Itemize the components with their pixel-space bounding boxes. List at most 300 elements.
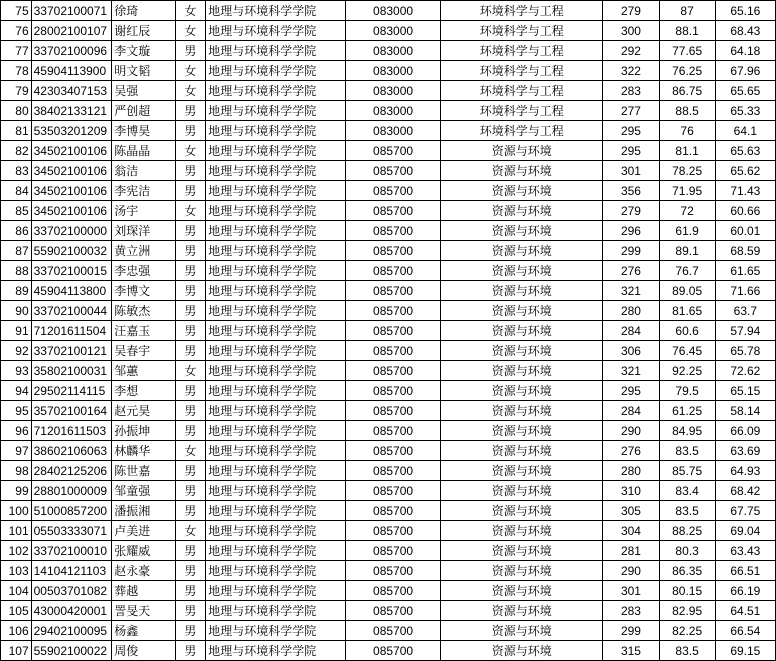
cell-major-code: 085700 [346,581,441,601]
cell-name: 潘振湘 [112,501,175,521]
table-row [1,21,776,41]
cell-index: 100 [1,501,32,521]
cell-initial-score: 279 [603,201,659,221]
table-row [1,601,776,621]
cell-index: 84 [1,181,32,201]
cell-name: 林麟华 [112,441,175,461]
cell-index: 76 [1,21,32,41]
cell-major-name: 资源与环境 [441,381,603,401]
cell-major-name: 资源与环境 [441,441,603,461]
table-row [1,461,776,481]
cell-major-code: 085700 [346,361,441,381]
cell-index: 102 [1,541,32,561]
cell-retest-score: 81.1 [659,141,715,161]
cell-name: 汪嘉玉 [112,321,175,341]
cell-major-name: 资源与环境 [441,241,603,261]
cell-major-code: 085700 [346,541,441,561]
cell-retest-score: 83.5 [659,441,715,461]
cell-total-score: 72.62 [715,361,775,381]
cell-name: 明文韬 [112,61,175,81]
cell-college: 地理与环境科学学院 [206,81,346,101]
cell-retest-score: 61.25 [659,401,715,421]
table-row [1,241,776,261]
table-row [1,1,776,21]
cell-index: 91 [1,321,32,341]
cell-major-code: 083000 [346,61,441,81]
table-row [1,181,776,201]
cell-college: 地理与环境科学学院 [206,61,346,81]
cell-name: 汤宇 [112,201,175,221]
cell-sex: 男 [175,641,206,661]
cell-index: 103 [1,561,32,581]
cell-major-code: 085700 [346,641,441,661]
cell-retest-score: 78.25 [659,161,715,181]
cell-total-score: 64.51 [715,601,775,621]
cell-major-code: 085700 [346,621,441,641]
cell-sex: 男 [175,321,206,341]
cell-college: 地理与环境科学学院 [206,601,346,621]
cell-total-score: 65.15 [715,381,775,401]
cell-initial-score: 295 [603,121,659,141]
cell-name: 刘琛洋 [112,221,175,241]
cell-index: 81 [1,121,32,141]
cell-exam-id: 34502100106 [31,181,112,201]
cell-sex: 男 [175,281,206,301]
cell-index: 96 [1,421,32,441]
cell-major-code: 083000 [346,41,441,61]
table-row [1,441,776,461]
cell-exam-id: 33702100071 [31,1,112,21]
cell-major-code: 085700 [346,421,441,441]
cell-sex: 男 [175,241,206,261]
cell-exam-id: 05503333071 [31,521,112,541]
cell-sex: 男 [175,121,206,141]
table-row [1,121,776,141]
cell-total-score: 67.75 [715,501,775,521]
cell-major-name: 环境科学与工程 [441,81,603,101]
cell-index: 106 [1,621,32,641]
cell-initial-score: 305 [603,501,659,521]
cell-retest-score: 89.1 [659,241,715,261]
cell-total-score: 66.09 [715,421,775,441]
cell-sex: 男 [175,541,206,561]
cell-initial-score: 306 [603,341,659,361]
cell-major-name: 资源与环境 [441,641,603,661]
cell-major-name: 资源与环境 [441,581,603,601]
cell-initial-score: 292 [603,41,659,61]
cell-index: 95 [1,401,32,421]
cell-total-score: 57.94 [715,321,775,341]
cell-sex: 女 [175,141,206,161]
cell-total-score: 67.96 [715,61,775,81]
cell-sex: 女 [175,201,206,221]
cell-major-code: 085700 [346,521,441,541]
cell-exam-id: 33702100010 [31,541,112,561]
cell-name: 邹童强 [112,481,175,501]
cell-sex: 女 [175,21,206,41]
cell-sex: 男 [175,221,206,241]
cell-college: 地理与环境科学学院 [206,521,346,541]
table-row [1,521,776,541]
cell-retest-score: 76.7 [659,261,715,281]
cell-major-code: 085700 [346,401,441,421]
cell-initial-score: 280 [603,301,659,321]
cell-major-name: 资源与环境 [441,321,603,341]
cell-college: 地理与环境科学学院 [206,501,346,521]
cell-name: 葬越 [112,581,175,601]
cell-college: 地理与环境科学学院 [206,401,346,421]
cell-major-code: 083000 [346,101,441,121]
cell-index: 92 [1,341,32,361]
table-row [1,161,776,181]
cell-retest-score: 76.45 [659,341,715,361]
cell-index: 83 [1,161,32,181]
cell-retest-score: 80.3 [659,541,715,561]
cell-college: 地理与环境科学学院 [206,361,346,381]
cell-sex: 男 [175,261,206,281]
cell-total-score: 65.63 [715,141,775,161]
cell-college: 地理与环境科学学院 [206,441,346,461]
cell-major-name: 环境科学与工程 [441,101,603,121]
cell-major-code: 083000 [346,1,441,21]
cell-initial-score: 279 [603,1,659,21]
cell-college: 地理与环境科学学院 [206,221,346,241]
cell-exam-id: 14104121103 [31,561,112,581]
cell-college: 地理与环境科学学院 [206,421,346,441]
cell-initial-score: 315 [603,641,659,661]
cell-retest-score: 60.6 [659,321,715,341]
cell-initial-score: 301 [603,161,659,181]
cell-major-code: 085700 [346,501,441,521]
cell-name: 赵元昊 [112,401,175,421]
cell-exam-id: 51000857200 [31,501,112,521]
table-row [1,41,776,61]
table-row [1,621,776,641]
cell-retest-score: 61.9 [659,221,715,241]
cell-major-code: 085700 [346,381,441,401]
cell-exam-id: 55902100032 [31,241,112,261]
cell-initial-score: 277 [603,101,659,121]
cell-index: 104 [1,581,32,601]
cell-initial-score: 296 [603,221,659,241]
cell-major-name: 资源与环境 [441,601,603,621]
cell-initial-score: 356 [603,181,659,201]
cell-sex: 男 [175,341,206,361]
cell-exam-id: 00503701082 [31,581,112,601]
cell-name: 吴强 [112,81,175,101]
cell-index: 97 [1,441,32,461]
table-row [1,481,776,501]
cell-college: 地理与环境科学学院 [206,161,346,181]
cell-major-name: 资源与环境 [441,201,603,221]
cell-major-name: 资源与环境 [441,421,603,441]
cell-college: 地理与环境科学学院 [206,541,346,561]
cell-college: 地理与环境科学学院 [206,261,346,281]
cell-college: 地理与环境科学学院 [206,281,346,301]
cell-initial-score: 299 [603,621,659,641]
cell-sex: 男 [175,561,206,581]
cell-major-name: 资源与环境 [441,561,603,581]
cell-initial-score: 295 [603,141,659,161]
cell-sex: 男 [175,621,206,641]
cell-exam-id: 42303407153 [31,81,112,101]
table-row [1,381,776,401]
cell-retest-score: 88.1 [659,21,715,41]
cell-exam-id: 35802100031 [31,361,112,381]
cell-major-name: 资源与环境 [441,141,603,161]
table-row [1,261,776,281]
cell-sex: 女 [175,441,206,461]
cell-initial-score: 290 [603,421,659,441]
cell-college: 地理与环境科学学院 [206,101,346,121]
table-row [1,101,776,121]
cell-exam-id: 29402100095 [31,621,112,641]
cell-index: 85 [1,201,32,221]
cell-total-score: 69.04 [715,521,775,541]
cell-total-score: 58.14 [715,401,775,421]
cell-retest-score: 71.95 [659,181,715,201]
cell-exam-id: 71201611503 [31,421,112,441]
cell-college: 地理与环境科学学院 [206,481,346,501]
cell-major-name: 资源与环境 [441,361,603,381]
cell-index: 93 [1,361,32,381]
cell-sex: 男 [175,301,206,321]
cell-total-score: 65.33 [715,101,775,121]
cell-retest-score: 83.4 [659,481,715,501]
cell-retest-score: 89.05 [659,281,715,301]
cell-name: 谢红辰 [112,21,175,41]
cell-total-score: 66.51 [715,561,775,581]
cell-initial-score: 281 [603,541,659,561]
cell-retest-score: 82.95 [659,601,715,621]
cell-name: 李博文 [112,281,175,301]
cell-retest-score: 87 [659,1,715,21]
cell-name: 赵永豪 [112,561,175,581]
cell-exam-id: 34502100106 [31,201,112,221]
cell-major-name: 环境科学与工程 [441,41,603,61]
cell-index: 101 [1,521,32,541]
table-row [1,201,776,221]
cell-major-code: 085700 [346,321,441,341]
cell-index: 94 [1,381,32,401]
cell-total-score: 65.65 [715,81,775,101]
cell-college: 地理与环境科学学院 [206,461,346,481]
cell-name: 黄立洲 [112,241,175,261]
cell-retest-score: 88.5 [659,101,715,121]
table-row [1,361,776,381]
cell-total-score: 66.54 [715,621,775,641]
cell-name: 孙振坤 [112,421,175,441]
cell-retest-score: 79.5 [659,381,715,401]
cell-major-name: 资源与环境 [441,281,603,301]
cell-college: 地理与环境科学学院 [206,121,346,141]
cell-sex: 男 [175,161,206,181]
cell-total-score: 60.66 [715,201,775,221]
cell-exam-id: 28402125206 [31,461,112,481]
cell-major-code: 085700 [346,561,441,581]
cell-index: 107 [1,641,32,661]
cell-sex: 女 [175,1,206,21]
cell-retest-score: 81.65 [659,301,715,321]
cell-total-score: 61.65 [715,261,775,281]
cell-initial-score: 290 [603,561,659,581]
cell-college: 地理与环境科学学院 [206,241,346,261]
cell-sex: 男 [175,181,206,201]
cell-exam-id: 38602106063 [31,441,112,461]
cell-major-code: 085700 [346,241,441,261]
table-row [1,281,776,301]
cell-college: 地理与环境科学学院 [206,41,346,61]
cell-initial-score: 284 [603,321,659,341]
cell-total-score: 68.59 [715,241,775,261]
cell-total-score: 66.19 [715,581,775,601]
cell-total-score: 64.93 [715,461,775,481]
cell-initial-score: 304 [603,521,659,541]
cell-retest-score: 85.75 [659,461,715,481]
cell-total-score: 71.66 [715,281,775,301]
cell-initial-score: 322 [603,61,659,81]
cell-index: 79 [1,81,32,101]
cell-major-code: 083000 [346,81,441,101]
cell-major-code: 085700 [346,261,441,281]
table-row [1,641,776,661]
cell-total-score: 69.15 [715,641,775,661]
cell-total-score: 71.43 [715,181,775,201]
cell-index: 77 [1,41,32,61]
cell-exam-id: 33702100044 [31,301,112,321]
cell-major-code: 085700 [346,161,441,181]
cell-name: 杨鑫 [112,621,175,641]
cell-name: 陈敏杰 [112,301,175,321]
cell-exam-id: 35702100164 [31,401,112,421]
cell-college: 地理与环境科学学院 [206,321,346,341]
cell-major-code: 085700 [346,201,441,221]
cell-index: 89 [1,281,32,301]
cell-exam-id: 34502100106 [31,161,112,181]
cell-name: 张耀威 [112,541,175,561]
cell-sex: 女 [175,361,206,381]
cell-sex: 男 [175,501,206,521]
cell-total-score: 64.1 [715,121,775,141]
cell-major-name: 资源与环境 [441,181,603,201]
cell-retest-score: 88.25 [659,521,715,541]
cell-major-name: 环境科学与工程 [441,21,603,41]
table-row [1,421,776,441]
cell-college: 地理与环境科学学院 [206,181,346,201]
cell-exam-id: 28801000009 [31,481,112,501]
cell-name: 邹蕙 [112,361,175,381]
cell-sex: 男 [175,41,206,61]
cell-major-name: 环境科学与工程 [441,1,603,21]
cell-exam-id: 33702100121 [31,341,112,361]
cell-total-score: 63.69 [715,441,775,461]
cell-exam-id: 53503201209 [31,121,112,141]
cell-college: 地理与环境科学学院 [206,141,346,161]
cell-name: 陈晶晶 [112,141,175,161]
cell-total-score: 65.78 [715,341,775,361]
cell-total-score: 60.01 [715,221,775,241]
cell-exam-id: 43000420001 [31,601,112,621]
table-row [1,221,776,241]
cell-college: 地理与环境科学学院 [206,621,346,641]
cell-initial-score: 283 [603,81,659,101]
cell-sex: 男 [175,601,206,621]
cell-major-code: 085700 [346,281,441,301]
cell-major-code: 085700 [346,441,441,461]
cell-index: 105 [1,601,32,621]
cell-retest-score: 76.25 [659,61,715,81]
table-row [1,81,776,101]
cell-major-name: 环境科学与工程 [441,121,603,141]
cell-retest-score: 76 [659,121,715,141]
cell-initial-score: 280 [603,461,659,481]
cell-name: 詈旻天 [112,601,175,621]
cell-major-name: 资源与环境 [441,461,603,481]
cell-total-score: 68.43 [715,21,775,41]
cell-exam-id: 33702100015 [31,261,112,281]
table-row [1,561,776,581]
cell-sex: 女 [175,81,206,101]
cell-index: 88 [1,261,32,281]
table-row [1,321,776,341]
cell-exam-id: 45904113800 [31,281,112,301]
cell-name: 李忠强 [112,261,175,281]
cell-major-code: 085700 [346,481,441,501]
table-row [1,341,776,361]
cell-name: 李想 [112,381,175,401]
cell-sex: 男 [175,581,206,601]
cell-retest-score: 84.95 [659,421,715,441]
cell-major-code: 085700 [346,141,441,161]
cell-name: 李博昊 [112,121,175,141]
cell-name: 严创超 [112,101,175,121]
cell-initial-score: 310 [603,481,659,501]
cell-sex: 男 [175,421,206,441]
cell-exam-id: 45904113900 [31,61,112,81]
cell-sex: 男 [175,101,206,121]
cell-major-name: 环境科学与工程 [441,61,603,81]
cell-retest-score: 86.75 [659,81,715,101]
cell-initial-score: 295 [603,381,659,401]
cell-name: 陈世嘉 [112,461,175,481]
cell-sex: 女 [175,521,206,541]
cell-major-name: 资源与环境 [441,481,603,501]
cell-major-code: 085700 [346,301,441,321]
cell-major-code: 083000 [346,121,441,141]
cell-initial-score: 321 [603,361,659,381]
table-row [1,301,776,321]
cell-total-score: 64.18 [715,41,775,61]
cell-college: 地理与环境科学学院 [206,341,346,361]
cell-name: 周俊 [112,641,175,661]
table-row [1,401,776,421]
cell-major-name: 资源与环境 [441,501,603,521]
cell-initial-score: 299 [603,241,659,261]
cell-retest-score: 77.65 [659,41,715,61]
cell-exam-id: 29502114115 [31,381,112,401]
cell-sex: 女 [175,61,206,81]
cell-name: 徐琦 [112,1,175,21]
cell-total-score: 65.16 [715,1,775,21]
cell-sex: 男 [175,381,206,401]
cell-total-score: 65.62 [715,161,775,181]
table-row [1,61,776,81]
cell-retest-score: 83.5 [659,501,715,521]
cell-major-name: 资源与环境 [441,621,603,641]
cell-major-name: 资源与环境 [441,301,603,321]
cell-major-code: 085700 [346,341,441,361]
cell-index: 90 [1,301,32,321]
